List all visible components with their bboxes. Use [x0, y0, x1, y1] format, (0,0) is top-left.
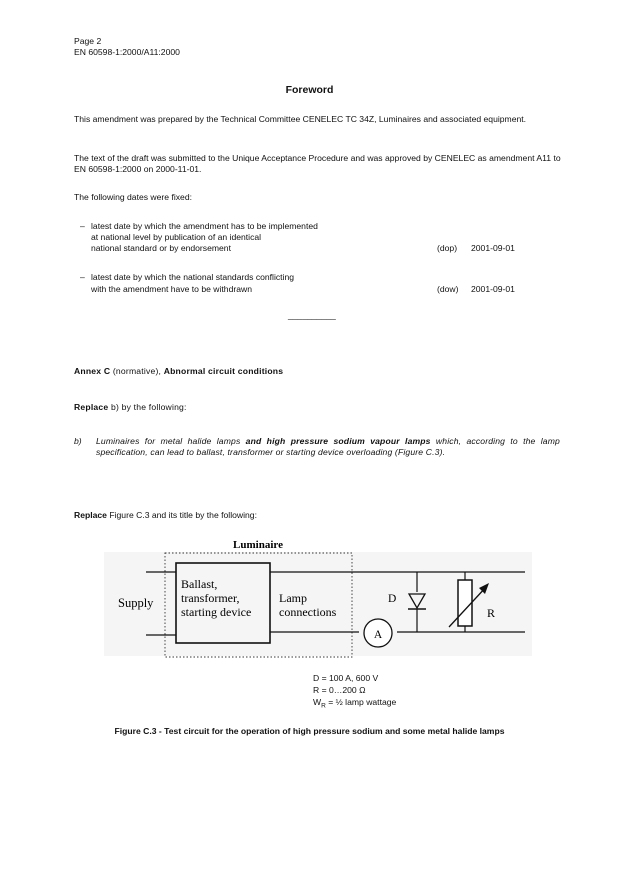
- date-code: (dow): [437, 284, 459, 294]
- foreword-paragraph-2: The text of the draft was submitted to the Unique Acceptance Procedure and was approved by CENELEC as amendment A11 to EN 60598-1:2000 on 2000-11-01.: [74, 153, 561, 174]
- annex-title: Abnormal circuit conditions: [163, 366, 284, 376]
- date-item-line: national standard or by endorsement: [91, 243, 231, 253]
- annex-label: Annex C: [74, 366, 111, 376]
- annex-type: (normative),: [112, 366, 162, 376]
- date-item-line: latest date by which the national standards conflicting: [91, 272, 295, 282]
- luminaire-label: Luminaire: [233, 539, 283, 551]
- foreword-paragraph-3: The following dates were fixed:: [74, 192, 192, 202]
- item-b-part2: which, according to the lamp specification, can lead to ballast, transformer or starting device overloading (Figure C.3).: [96, 436, 560, 457]
- foreword-title: Foreword: [285, 84, 334, 96]
- replace-text: b) by the following:: [110, 402, 187, 412]
- diode-label: D: [388, 593, 397, 605]
- item-label: b): [74, 436, 82, 446]
- section-separator: __________: [288, 310, 336, 320]
- list-dash: –: [80, 221, 85, 231]
- date-code: (dop): [437, 243, 458, 253]
- date-item-line: latest date by which the amendment has to be implemented: [91, 221, 318, 231]
- resistor-label: R: [487, 606, 496, 620]
- ballast-line: Ballast,: [181, 577, 218, 591]
- list-dash: –: [80, 272, 85, 282]
- page-number: Page 2: [74, 36, 102, 46]
- date-value: 2001-09-01: [471, 284, 515, 294]
- legend-wattage-subscript: R: [321, 702, 326, 710]
- replace-text: Figure C.3 and its title by the following:: [109, 510, 257, 520]
- item-b-bold: and high pressure sodium vapour lamps: [245, 436, 431, 446]
- figure-caption: Figure C.3 - Test circuit for the operation of high pressure sodium and some metal halide lamps: [114, 726, 505, 736]
- legend-resistor: R = 0…200 Ω: [313, 685, 366, 695]
- resistor-symbol: [458, 580, 472, 626]
- date-item-line: at national level by publication of an identical: [91, 232, 262, 242]
- legend-wattage-symbol: W: [313, 697, 322, 707]
- replace-keyword: Replace: [74, 510, 107, 520]
- legend-wattage-text: = ½ lamp wattage: [325, 697, 397, 707]
- supply-label: Supply: [118, 596, 154, 610]
- item-b-part1: Luminaires for metal halide lamps: [96, 436, 241, 446]
- date-item-line: with the amendment have to be withdrawn: [91, 284, 252, 294]
- ballast-line: transformer,: [181, 591, 240, 605]
- legend-diode: D = 100 A, 600 V: [313, 673, 379, 683]
- standard-reference: EN 60598-1:2000/A11:2000: [74, 47, 180, 57]
- ammeter-label: A: [373, 629, 383, 641]
- lamp-connections-line: connections: [279, 605, 337, 619]
- replace-keyword: Replace: [74, 402, 109, 412]
- date-value: 2001-09-01: [471, 243, 515, 253]
- ballast-line: starting device: [181, 605, 252, 619]
- legend-wattage: [313, 697, 396, 712]
- foreword-paragraph-1: This amendment was prepared by the Technical Committee CENELEC TC 34Z, Luminaires and associated equipment.: [74, 114, 527, 124]
- lamp-connections-line: Lamp: [279, 591, 307, 605]
